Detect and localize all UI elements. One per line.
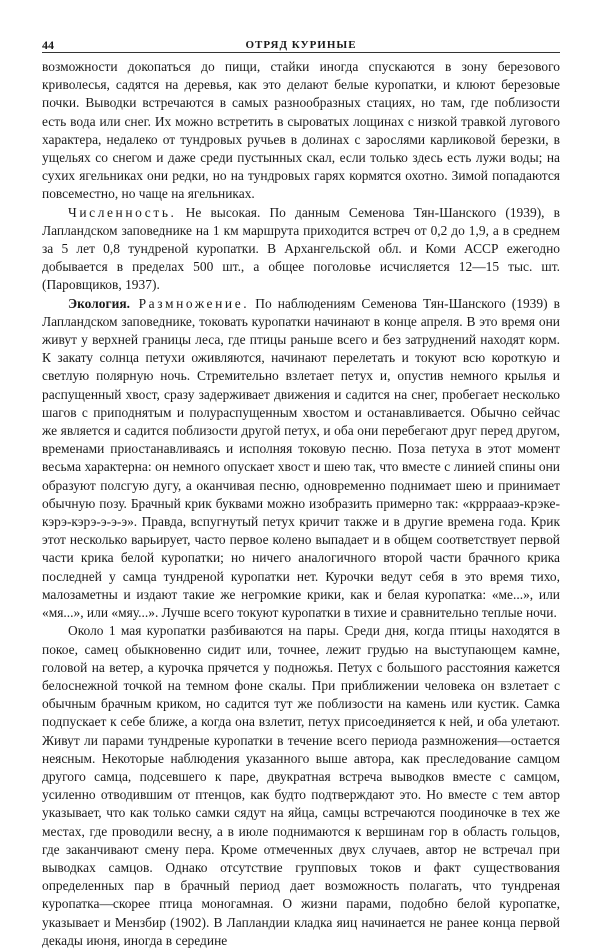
body-text [42,58,560,950]
section-label-population: Численность. [68,204,177,220]
running-head: ОТРЯД КУРИНЫЕ [245,39,357,51]
paragraph-continuation: возможности докопаться до пищи, стайки иногда спускаются в зону березового криволесья, садятся на деревья, как это делают белые куропатки, и клюют березовые почки. Выводки встречаются в самых разнообразных стациях, но там, где поблизости есть вода или снег. Их можно встретить в сыроватых лощинах с низкой травкой лугового характера, недалеко от тундровых ручьев в долинах с зарослями карликовой березки, в ущельях со снегом и даже среди пустынных скал, если только здесь есть лужи воды; на сухих ягельниках они редки, но на тундровых гарях кормятся охотно. Зимой попадаются повсеместно, но чаще на ягельниках. [42,59,560,202]
book-page [42,30,560,950]
paragraph-pairs: Около 1 мая куропатки разбиваются на пары. Среди дня, когда птицы находятся в покое, самец обыкновенно сидит или, точнее, лежит грудью на выступающем камне, головой на ветер, а курочка прячется у подножья. Петух с большого расстояния кажется белоснежной точкой на темном фоне скалы. При приближении человека он взлетает с обычным брачным криком, но садится тут же поблизости на камень или кустик. Самка подпускает к себе ближе, а когда она взлетит, петух присоединяется к ней, и оба улетают. Живут ли парами тундреные куропатки в течение всего периода размножения—остается неясным. Некоторые наблюдения указанного выше автора, как преследование самцом другого самца, подсевшего к паре, двукратная встреча выводков вместе с самцом, усиленно отводившим от птенцов, как будто подтверждают это. Но вместе с тем автор указывает, что как только самки сядут на яйца, самцы встречаются поодиночке в тех же местах, где проводили весну, а в июле поднимаются к вершинам гор в область гольцов, где заканчивают смену пера. Кроме отмеченных двух случаев, автор не встречал при выводках самцов. Однако отсутствие групповых токов и факт существования определенных пар в брачный период дает возможность полагать, что тундреная куропатка—скорее птица моногамная. О жизни парами, подобно белой куропатке, указывает и Мензбир (1902). В Лапландии кладка яиц начинается не ранее конца первой декады июня, иногда в середине [42,623,560,948]
section-label-reproduction: Размножение. [129,295,250,311]
paragraph-ecology-text: По наблюдениям Семенова Тян-Шанского (1939) в Лапландском заповеднике, токовать куропатки начинают в конце апреля. В это время они живут у верхней границы леса, где птицы раньше всего и без затруднений находят корм. К закату солнца петухи оживляются, начинают перелетать и токуют всю короткую и светлую полярную ночь. Стремительно взлетает петух и, опустив немного крылья и распущенный хвост, сразу задерживает движения и садится на снег, пробегает несколько шагов с приподнятым и полураспущенным хвостом и останавливается. Обычно сейчас же является и садится поблизости другой петух, и оба они перебегают друг перед другом, временами приостанавливаясь и исполняя токовую песню. Поза петуха в этот момент весьма характерна: он немного опускает хвост и шею так, что вместе с линией спины они образуют полсгую дугу, а оканчивая песню, одновременно поднимает шею и принимает обычную позу. Брачный крик буквами можно изобразить примерно так: «кррраааэ-крэке-кэрэ-кэрэ-э-э-э». Правда, вспугнутый петух кричит также и в другие времена года. Крик этот несколько варьирует, часто первое колено выпадает и в общем соответствует первой части крика белой куропатки; но ничего аналогичного второй части брачного крика последней у самца тундреной куропатки нет. Курочки ведут себя в это время тихо, малозаметны и издают такие же негромкие крики, как и белая куропатка: «ме...», или «мя...», или «мяу...». Лучше всего токуют куропатки в тихие и сравнительно теплые ночи. [42,295,560,621]
paragraph-population [42,204,560,295]
page-number: 44 [42,38,54,52]
paragraph-population-text: Не высокая. По данным Семенова Тян-Шанского (1939), в Лапландском заповеднике на 1 км маршрута приходится встреч от 0,2 до 1,9, а в среднем за 5 лет 0,8 тундреной куропатки. В Архангельской обл. и Коми АССР ежегодно добывается в пределах 500 шт., а общее поголовье исчисляется 12—15 тыс. шт. (Паровщиков, 1937). [42,204,560,293]
section-heading-ecology: Экология. [68,295,130,311]
header-rule [42,52,560,53]
page-header [42,30,560,54]
paragraph-ecology [42,295,560,623]
